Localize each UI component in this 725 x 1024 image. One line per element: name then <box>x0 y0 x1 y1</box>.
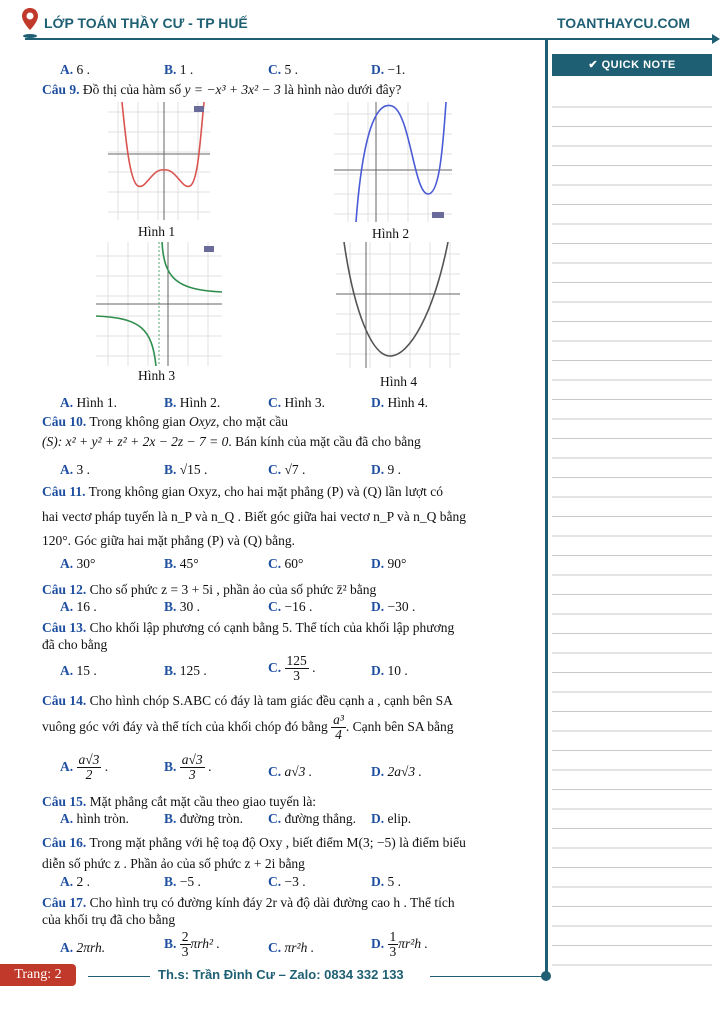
option-d: D. 90° <box>371 556 407 571</box>
option-a: A. Hình 1. <box>60 395 117 410</box>
question-13-line-2: đã cho bằng <box>42 637 108 652</box>
option-a: A. 6 . <box>60 62 90 77</box>
graph-hinh-3 <box>96 242 222 366</box>
option-b: B. 125 . <box>164 663 207 678</box>
question-10: Câu 10. Trong không gian Oxyz, cho mặt cầu <box>42 414 289 429</box>
option-c: C. 5 . <box>268 62 298 77</box>
option-d: D. 5 . <box>371 874 401 889</box>
option-b: B. 30 . <box>164 599 201 614</box>
question-15: Câu 15. Mặt phẳng cắt mặt cầu theo giao tuyến là: <box>42 794 317 809</box>
option-d: D. −1. <box>371 62 406 77</box>
question-14: Câu 14. Cho hình chóp S.ABC có đáy là tam giác đều cạnh a , cạnh bên SA <box>42 693 453 708</box>
option-c: C. πr²h . <box>268 940 315 955</box>
option-d: D. $\frac{1}{3}$ πr²h . <box>371 929 428 960</box>
option-a: A. 2 . <box>60 874 90 889</box>
question-14-line-2: vuông góc với đáy và thể tích của khối chóp đó bằng $\frac{\text{a³}}{4}$ . Cạnh bên SA bằng <box>42 712 454 743</box>
option-d: D. 10 . <box>371 663 408 678</box>
option-d: D. −30 . <box>371 599 416 614</box>
option-a: A. 3 . <box>60 462 90 477</box>
quick-note-lines <box>552 88 712 968</box>
footer-rule-left <box>88 976 150 977</box>
option-c: C. đường thẳng. <box>268 811 356 826</box>
location-pin-icon <box>20 6 40 40</box>
caption-hinh-2: Hình 2 <box>372 226 410 241</box>
option-c: C. Hình 3. <box>268 395 325 410</box>
sidebar-divider <box>545 40 548 978</box>
option-b: B. $\frac{2}{3}$ πrh² . <box>164 929 220 960</box>
question-13: Câu 13. Cho khối lập phương có cạnh bằng 5. Thể tích của khối lập phương <box>42 620 455 635</box>
footer-author: Th.s: Trần Đình Cư – Zalo: 0834 332 133 <box>158 967 404 982</box>
option-c: C. −3 . <box>268 874 306 889</box>
question-12: Câu 12. Cho số phức z = 3 + 5i , phần ảo của số phức z̄² bằng <box>42 582 377 597</box>
page-footer <box>0 962 725 992</box>
option-b: B. $\frac{a√3}{3}$ . <box>164 752 212 783</box>
question-9: Câu 9. Đồ thị của hàm số y = −x³ + 3x² − 3 là hình nào dưới đây? <box>42 82 402 97</box>
option-d: D. elip. <box>371 811 412 826</box>
brand-title: LỚP TOÁN THẦY CƯ - TP HUẾ <box>44 15 248 31</box>
option-a: A. $\frac{a√3}{2}$ . <box>60 752 109 783</box>
header-rule-arrow <box>712 34 720 44</box>
option-d: D. Hình 4. <box>371 395 428 410</box>
option-a: A. hình tròn. <box>60 811 129 826</box>
option-c: C. a√3 . <box>268 764 313 779</box>
question-10-line-2: (S): x² + y² + z² + 2x − 2z − 7 = 0. Bán kính của mặt cầu đã cho bằng <box>42 434 421 449</box>
option-c: C. −16 . <box>268 599 313 614</box>
option-d: D. 9 . <box>371 462 401 477</box>
option-c: C. $\frac{125}{3}$ . <box>268 653 316 684</box>
caption-hinh-4: Hình 4 <box>380 374 418 389</box>
question-11: Câu 11. Trong không gian Oxyz, cho hai mặt phẳng (P) và (Q) lần lượt có <box>42 484 444 499</box>
caption-hinh-1: Hình 1 <box>138 224 176 239</box>
question-17: Câu 17. Cho hình trụ có đường kính đáy 2r và độ dài đường cao h . Thể tích <box>42 895 455 910</box>
option-a: A. 15 . <box>60 663 97 678</box>
option-b: B. 45° <box>164 556 199 571</box>
option-b: B. Hình 2. <box>164 395 221 410</box>
option-c: C. 60° <box>268 556 304 571</box>
footer-knot-icon <box>541 971 551 981</box>
caption-hinh-3: Hình 3 <box>138 368 176 383</box>
quick-note-badge: ✔ QUICK NOTE <box>552 54 712 76</box>
graph-hinh-1 <box>108 102 210 220</box>
question-17-line-2: của khối trụ đã cho bằng <box>42 912 176 927</box>
option-a: A. 16 . <box>60 599 97 614</box>
option-b: B. −5 . <box>164 874 201 889</box>
option-d: D. 2a√3 . <box>371 764 422 779</box>
question-11-line-3: 120°. Góc giữa hai mặt phẳng (P) và (Q) bằng. <box>42 533 296 548</box>
option-a: A. 2πrh. <box>60 940 106 955</box>
page-header <box>0 0 725 46</box>
question-11-line-2: hai vectơ pháp tuyến là n_P và n_Q . Biết góc giữa hai vectơ n_P và n_Q bằng <box>42 509 466 524</box>
site-link[interactable]: TOANTHAYCU.COM <box>556 15 690 31</box>
option-b: B. 1 . <box>164 62 194 77</box>
graph-hinh-2 <box>334 102 452 222</box>
option-c: C. √7 . <box>268 462 306 477</box>
header-rule <box>25 38 715 40</box>
footer-rule-right <box>430 976 545 977</box>
option-a: A. 30° <box>60 556 96 571</box>
question-16-line-2: diễn số phức z . Phần ảo của số phức z + 2i bằng <box>42 856 305 871</box>
option-b: B. √15 . <box>164 462 208 477</box>
graph-hinh-4 <box>336 242 460 368</box>
option-b: B. đường tròn. <box>164 811 243 826</box>
question-16: Câu 16. Trong mặt phẳng với hệ toạ độ Oxy , biết điểm M(3; −5) là điểm biểu <box>42 835 466 850</box>
page-number: Trang: 2 <box>0 964 76 986</box>
